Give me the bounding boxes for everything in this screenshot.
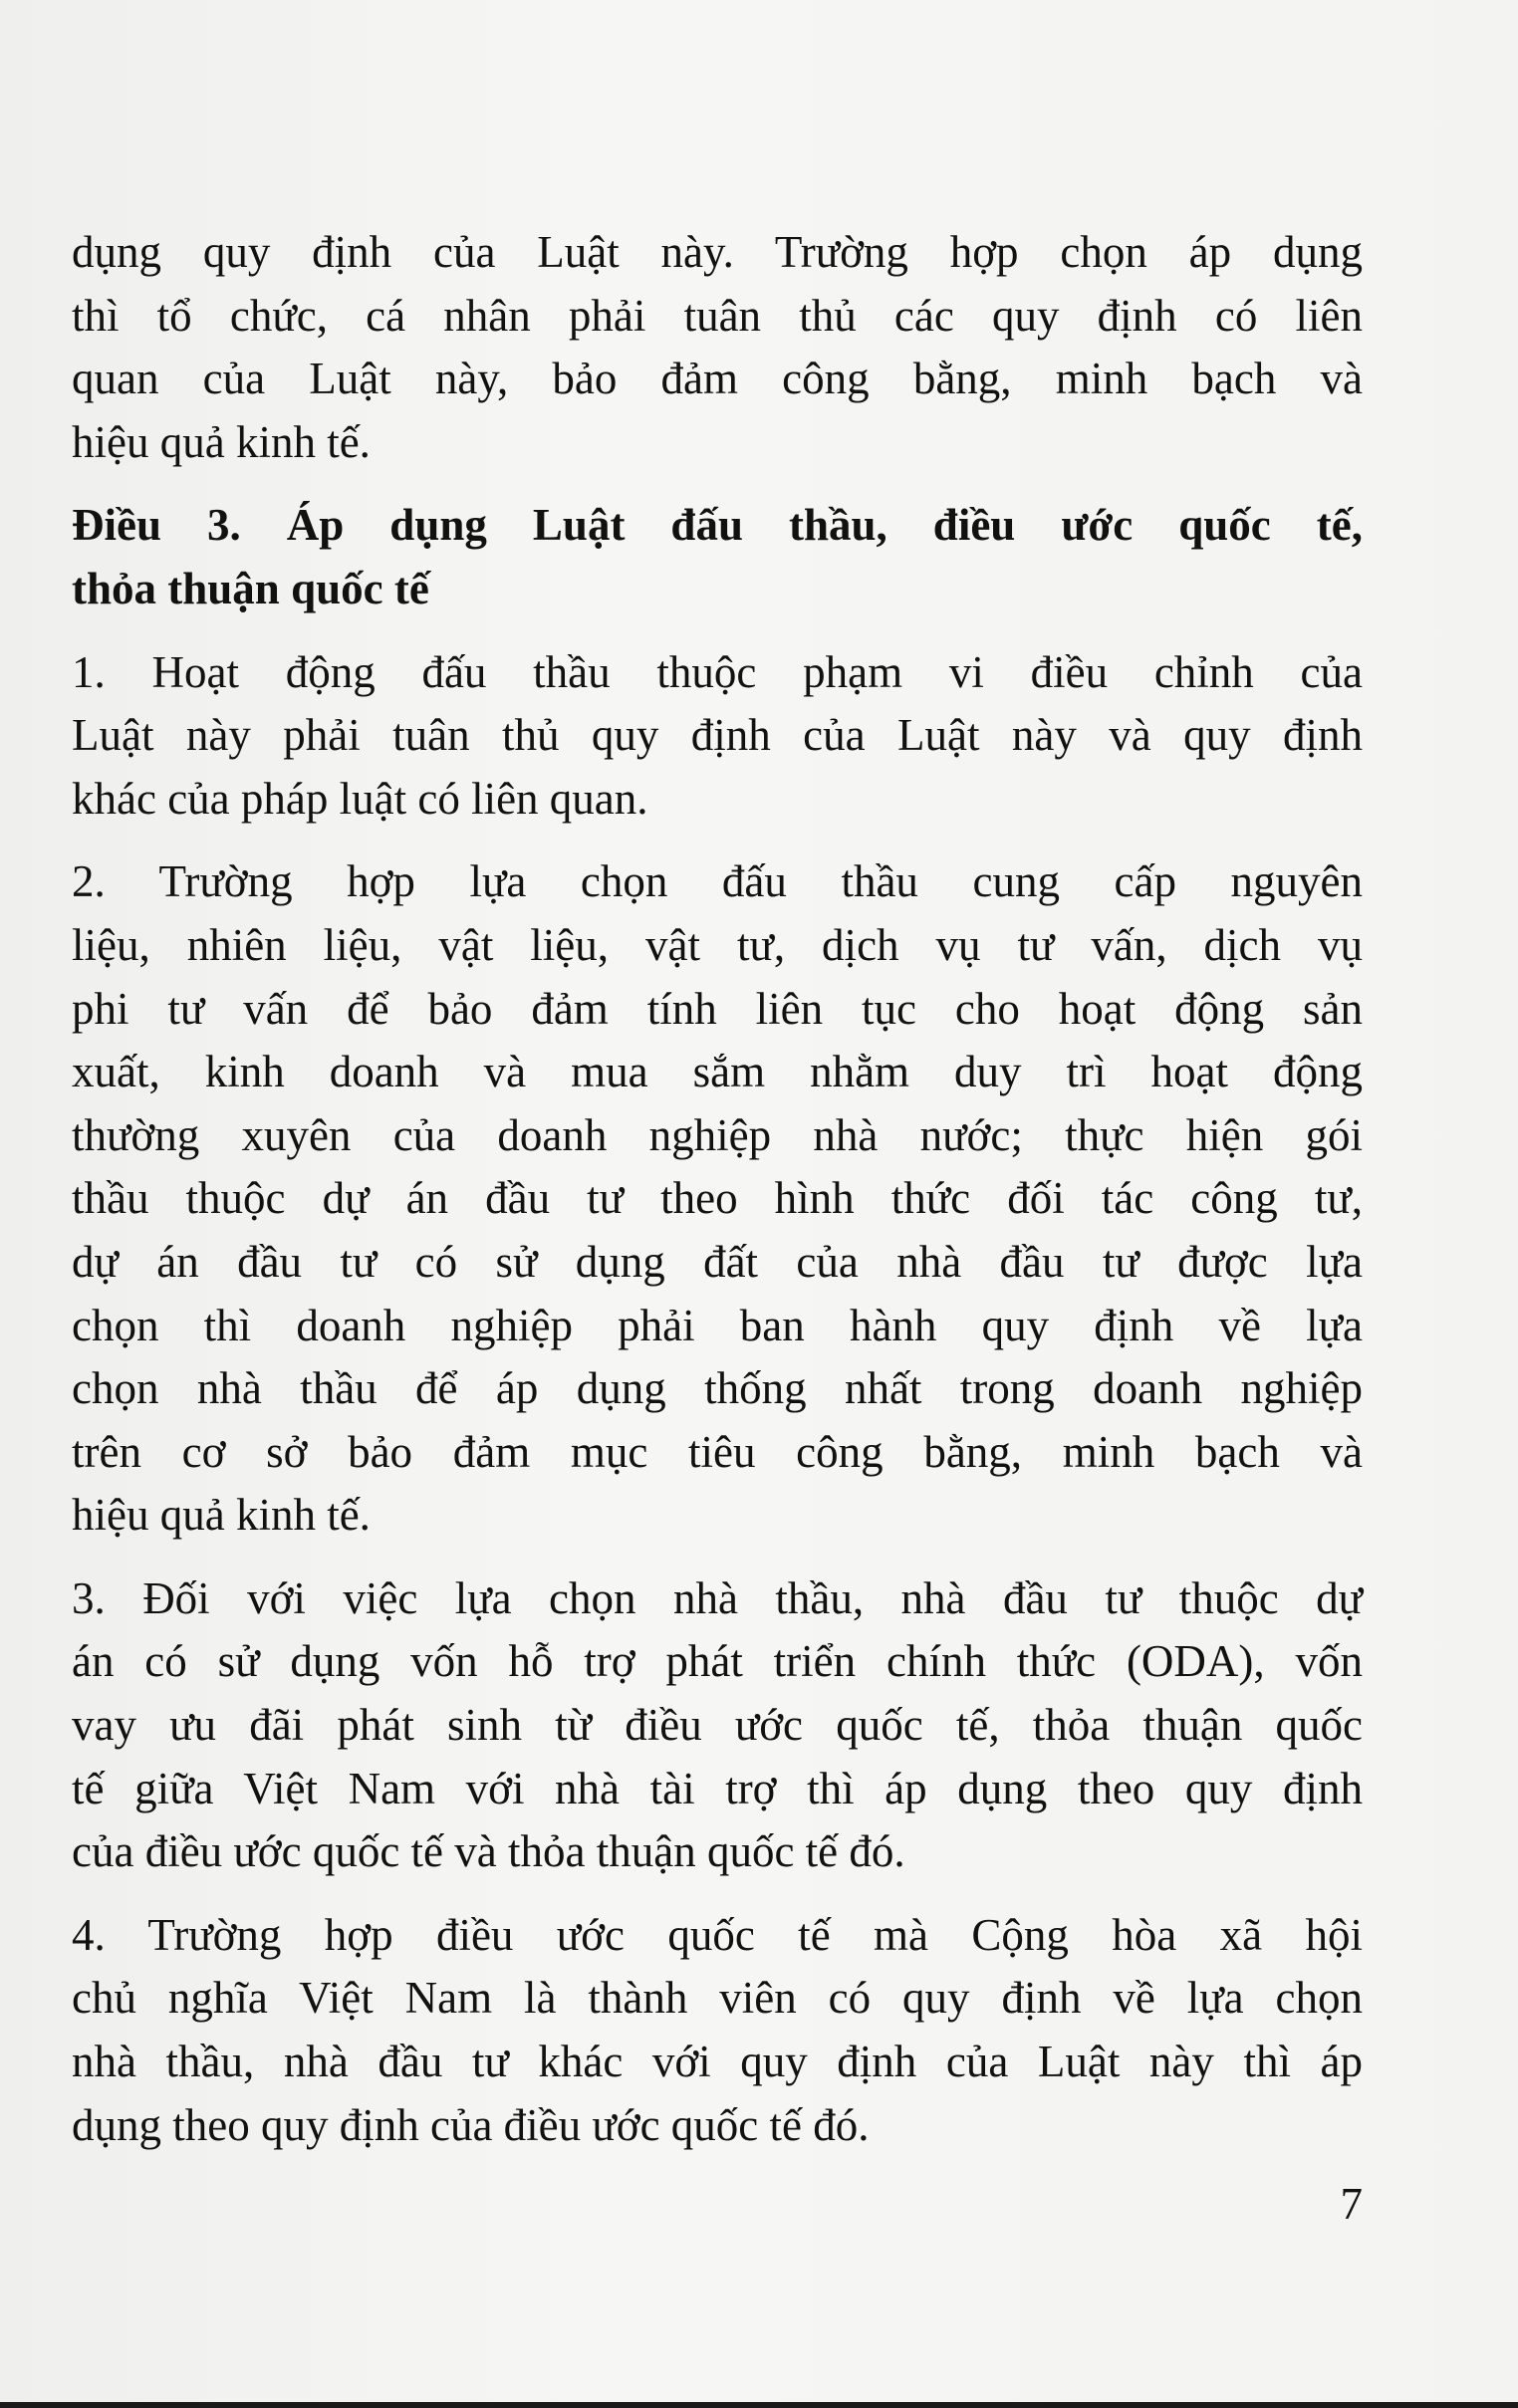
- text-line: liệu, nhiên liệu, vật liệu, vật tư, dịch vụ tư vấn, dịch vụ: [72, 919, 1363, 970]
- page-body: [72, 221, 1363, 2157]
- text-line: thì tổ chức, cá nhân phải tuân thủ các quy định có liên: [72, 290, 1363, 341]
- text-line: chủ nghĩa Việt Nam là thành viên có quy định về lựa chọn: [72, 1973, 1363, 2024]
- text-line: 2. Trường hợp lựa chọn đấu thầu cung cấp nguyên: [72, 856, 1363, 907]
- clause-2: [72, 850, 1363, 1548]
- text-line: quan của Luật này, bảo đảm công bằng, minh bạch và: [72, 354, 1363, 404]
- text-line: dự án đầu tư có sử dụng đất của nhà đầu tư được lựa: [72, 1236, 1363, 1287]
- text-line: trên cơ sở bảo đảm mục tiêu công bằng, minh bạch và: [72, 1426, 1363, 1477]
- text-line: thường xuyên của doanh nghiệp nhà nước; thực hiện gói: [72, 1109, 1363, 1160]
- text-line: nhà thầu, nhà đầu tư khác với quy định của Luật này thì áp: [72, 2037, 1363, 2087]
- text-line: 1. Hoạt động đấu thầu thuộc phạm vi điều chỉnh của: [72, 646, 1363, 697]
- text-line: chọn thì doanh nghiệp phải ban hành quy định về lựa: [72, 1300, 1363, 1350]
- text-line: thầu thuộc dự án đầu tư theo hình thức đối tác công tư,: [72, 1173, 1363, 1224]
- clause-1: [72, 641, 1363, 832]
- clause-4: [72, 1904, 1363, 2157]
- text-line: dụng quy định của Luật này. Trường hợp chọn áp dụng: [72, 227, 1363, 277]
- text-line: án có sử dụng vốn hỗ trợ phát triển chính thức (ODA), vốn: [72, 1636, 1363, 1687]
- text-line: phi tư vấn để bảo đảm tính liên tục cho hoạt động sản: [72, 983, 1363, 1034]
- clause-3: [72, 1567, 1363, 1884]
- heading-line: thỏa thuận quốc tế: [72, 563, 429, 613]
- page-number: 7: [1340, 2179, 1363, 2229]
- text-line: khác của pháp luật có liên quan.: [72, 773, 648, 824]
- text-line: của điều ước quốc tế và thỏa thuận quốc tế đó.: [72, 1826, 905, 1877]
- text-line: hiệu quả kinh tế.: [72, 1490, 371, 1541]
- page-bottom-edge: [0, 2402, 1518, 2408]
- text-line: 3. Đối với việc lựa chọn nhà thầu, nhà đầu tư thuộc dự: [72, 1572, 1363, 1623]
- heading-line: Điều 3. Áp dụng Luật đấu thầu, điều ước quốc tế,: [72, 500, 1363, 551]
- text-line: chọn nhà thầu để áp dụng thống nhất trong doanh nghiệp: [72, 1363, 1363, 1414]
- text-line: tế giữa Việt Nam với nhà tài trợ thì áp dụng theo quy định: [72, 1763, 1363, 1813]
- paragraph-continuation: [72, 221, 1363, 474]
- text-line: Luật này phải tuân thủ quy định của Luật này và quy định: [72, 710, 1363, 761]
- text-line: hiệu quả kinh tế.: [72, 416, 371, 467]
- text-line: vay ưu đãi phát sinh từ điều ước quốc tế, thỏa thuận quốc: [72, 1700, 1363, 1751]
- article-heading: [72, 494, 1363, 620]
- text-line: dụng theo quy định của điều ước quốc tế đó.: [72, 2099, 870, 2150]
- text-line: xuất, kinh doanh và mua sắm nhằm duy trì hoạt động: [72, 1047, 1363, 1097]
- text-line: 4. Trường hợp điều ước quốc tế mà Cộng hòa xã hội: [72, 1909, 1363, 1960]
